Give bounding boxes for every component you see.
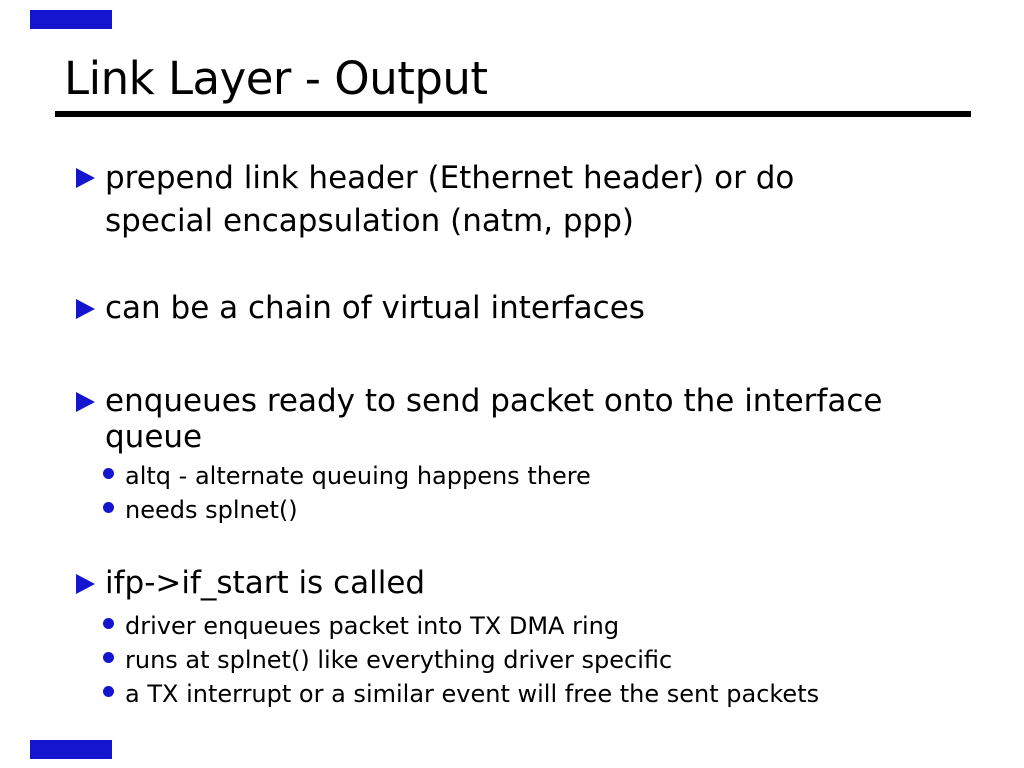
bullet-item <box>0 565 1024 601</box>
page-title: Link Layer - Output <box>64 52 488 105</box>
bullet-item <box>0 383 1024 455</box>
bullet-item <box>0 290 1024 326</box>
sub-bullet-text: a TX interrupt or a similar event will free the sent packets <box>125 680 820 708</box>
bullet-text: special encapsulation (natm, ppp) <box>105 203 635 239</box>
dot-bullet-icon <box>103 686 114 697</box>
sub-bullet-item <box>0 677 1024 711</box>
triangle-bullet-icon <box>76 168 95 188</box>
sub-bullet-text: runs at splnet() like everything driver specific <box>125 646 673 674</box>
bullet-text: ifp->if_start is called <box>105 565 426 601</box>
triangle-bullet-icon <box>76 392 95 412</box>
title-underline <box>55 111 971 117</box>
dot-bullet-icon <box>103 652 114 663</box>
dot-bullet-icon <box>103 468 114 479</box>
sub-bullet-item <box>0 609 1024 643</box>
top-left-corner-bar <box>30 10 112 29</box>
bottom-left-corner-bar <box>30 740 112 759</box>
sub-bullet-text: needs splnet() <box>125 496 298 524</box>
sub-bullet-text: driver enqueues packet into TX DMA ring <box>125 612 620 640</box>
triangle-bullet-icon <box>76 574 95 594</box>
sub-bullet-text: altq - alternate queuing happens there <box>125 462 591 490</box>
bullet-text: prepend link header (Ethernet header) or do <box>105 160 795 196</box>
bullet-text: can be a chain of virtual interfaces <box>105 290 645 326</box>
bullet-text: enqueues ready to send packet onto the interface <box>105 383 883 419</box>
dot-bullet-icon <box>103 618 114 629</box>
dot-bullet-icon <box>103 502 114 513</box>
sub-bullet-item <box>0 493 1024 527</box>
bullet-item <box>0 157 1024 243</box>
triangle-bullet-icon <box>76 299 95 319</box>
sub-bullet-item <box>0 459 1024 493</box>
sub-bullet-item <box>0 643 1024 677</box>
bullet-text: queue <box>105 419 203 455</box>
